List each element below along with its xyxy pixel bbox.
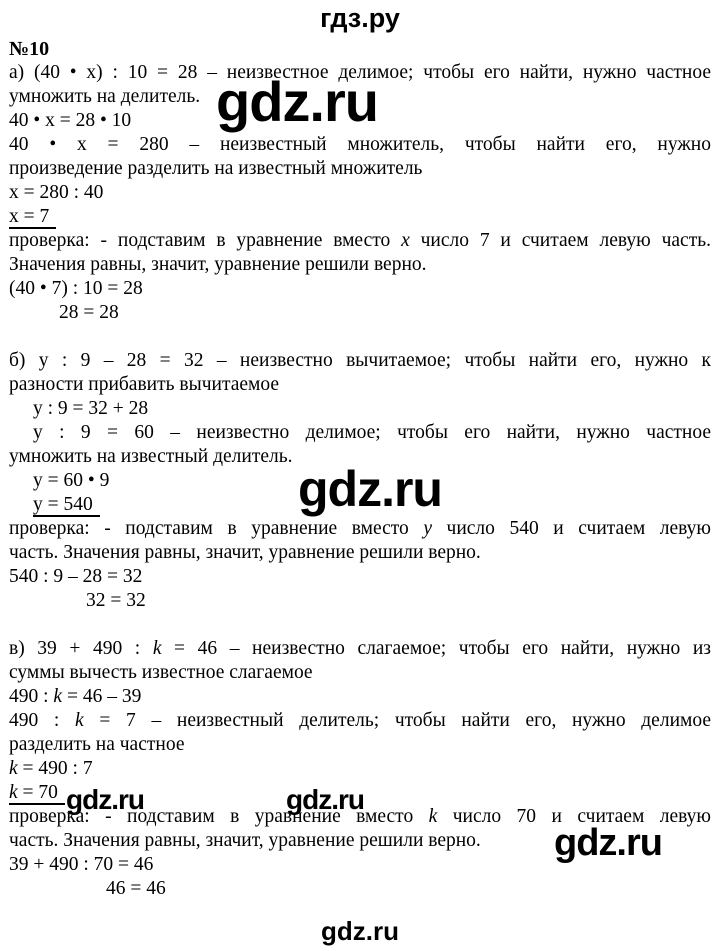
variable-symbol: k [53,686,63,707]
text-line: разности прибавить вычитаемое [9,374,280,395]
text-line: а) (40 • x) : 10 = 28 – неизвестное делимое; чтобы его найти, нужно частное [9,62,711,83]
watermark-gdz-ru: gdz.ru [286,784,364,815]
text-segment: = 46 – неизвестно слагаемое; чтобы его найти, нужно из [161,638,712,659]
text-segment: число 70 и считаем левую [437,806,711,827]
text-line: y = 60 • 9 [33,470,110,491]
text-line: 540 : 9 – 28 = 32 [9,566,143,587]
variable-symbol: k [152,638,162,659]
text-segment: число 540 и считаем левую [431,518,711,539]
equation-result-line [9,781,711,805]
text-line: произведение разделить на известный множитель [9,158,423,179]
text-line: часть. Значения равны, значит, уравнение решили верно. [9,830,481,851]
solution-page [0,33,720,946]
text-segment: 490 : [9,686,54,707]
text-segment: число 7 и считаем левую часть. [409,230,711,251]
text-segment: 490 : [9,710,76,731]
text-segment: проверка: - подставим в уравнение вместо [9,806,429,827]
text-line [9,709,711,733]
text-segment: = 7 – неизвестный делитель; чтобы найти его, нужно делимое [83,710,711,731]
text-line: 40 • x = 28 • 10 [9,110,132,131]
text-segment: проверка: - подставим в уравнение вместо [9,230,402,251]
text-line: 32 = 32 [86,590,146,611]
text-line: 39 + 490 : 70 = 46 [9,854,154,875]
text-segment: = 46 – 39 [62,686,142,707]
text-line [9,517,711,541]
equation-result-line [9,205,711,229]
text-line [9,805,711,829]
text-line [9,685,711,709]
solution-text [9,61,711,901]
text-line: y : 9 = 32 + 28 [33,398,149,419]
variable-symbol: k [9,758,18,779]
underlined-answer: y = 540 [33,494,100,517]
text-line [9,757,711,781]
watermark-gdz-ru: gdz.ru [554,822,662,864]
text-segment: = 490 : 7 [17,758,93,779]
footer-logo: gdz.ru [321,916,399,946]
text-line: 46 = 46 [106,878,166,899]
text-line: Значения равны, значит, уравнение решили верно. [9,254,427,275]
text-line [9,637,711,661]
text-line: умножить на известный делитель. [9,446,293,467]
text-line: x = 280 : 40 [9,182,104,203]
text-line: 40 • x = 280 – неизвестный множитель, чтобы найти его, нужно [9,134,711,155]
text-line: разделить на частное [9,734,185,755]
variable-symbol: k [9,782,18,803]
watermark-gdz-ru: gdz.ru [298,461,442,517]
text-line: y : 9 = 60 – неизвестно делимое; чтобы его найти, нужно частное [33,422,711,443]
problem-number: №10 [9,38,50,60]
text-line: часть. Значения равны, значит, уравнение решили верно. [9,542,481,563]
text-line: б) y : 9 – 28 = 32 – неизвестно вычитаемое; чтобы найти его, нужно к [9,350,711,371]
text-segment: = 70 [17,782,58,803]
variable-symbol: k [428,806,438,827]
text-line: (40 • 7) : 10 = 28 [9,278,143,299]
text-line: 28 = 28 [59,302,119,323]
underlined-answer [9,782,65,805]
text-line: умножить на делитель. [9,86,201,107]
variable-symbol: y [423,518,432,539]
text-line: суммы вычесть известное слагаемое [9,662,313,683]
site-header-logo: гдз.ру [320,3,400,33]
variable-symbol: x [401,230,410,251]
text-segment: в) 39 + 490 : [9,638,153,659]
underlined-answer: x = 7 [9,206,56,229]
watermark-gdz-ru: gdz.ru [66,784,144,815]
variable-symbol: k [75,710,84,731]
text-line [9,229,711,253]
watermark-gdz-ru: gdz.ru [216,70,378,133]
text-segment: проверка: - подставим в уравнение вместо [9,518,424,539]
equation-result-line [9,493,711,517]
